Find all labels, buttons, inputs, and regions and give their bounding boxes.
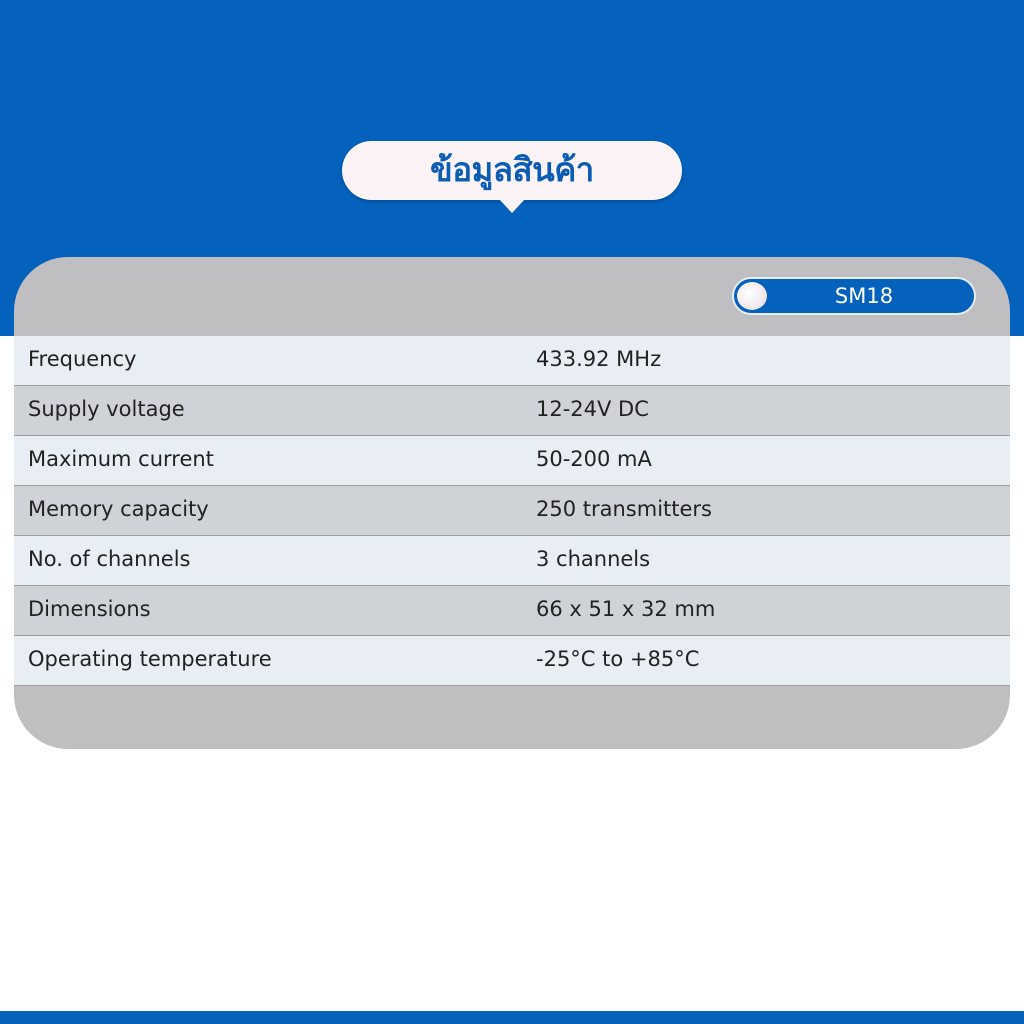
spec-value: 3 channels [536, 547, 651, 571]
footer-stripe [0, 1011, 1024, 1024]
table-row [14, 436, 1010, 486]
table-row [14, 386, 1010, 436]
title-bubble [342, 141, 682, 200]
spec-value: 250 transmitters [536, 497, 712, 521]
spec-card [14, 257, 1010, 749]
table-row [14, 486, 1010, 536]
spec-label: Supply voltage [28, 397, 185, 421]
model-selector[interactable] [732, 277, 976, 315]
spec-label: Memory capacity [28, 497, 209, 521]
spec-label: Frequency [28, 347, 137, 371]
page-title: ข้อมูลสินค้า [430, 150, 594, 189]
spec-value: 12-24V DC [536, 397, 649, 421]
spec-label: No. of channels [28, 547, 191, 571]
model-label: SM18 [834, 284, 894, 308]
spec-label: Operating temperature [28, 647, 272, 671]
spec-table [14, 336, 1010, 686]
table-row [14, 336, 1010, 386]
spec-value: 50-200 mA [536, 447, 652, 471]
table-row [14, 636, 1010, 686]
spec-value: -25°C to +85°C [536, 647, 700, 671]
spec-value: 433.92 MHz [536, 347, 662, 371]
table-row [14, 586, 1010, 636]
spec-label: Maximum current [28, 447, 214, 471]
spec-label: Dimensions [28, 597, 151, 621]
spec-value: 66 x 51 x 32 mm [536, 597, 716, 621]
table-row [14, 536, 1010, 586]
toggle-knob-icon [737, 282, 767, 310]
